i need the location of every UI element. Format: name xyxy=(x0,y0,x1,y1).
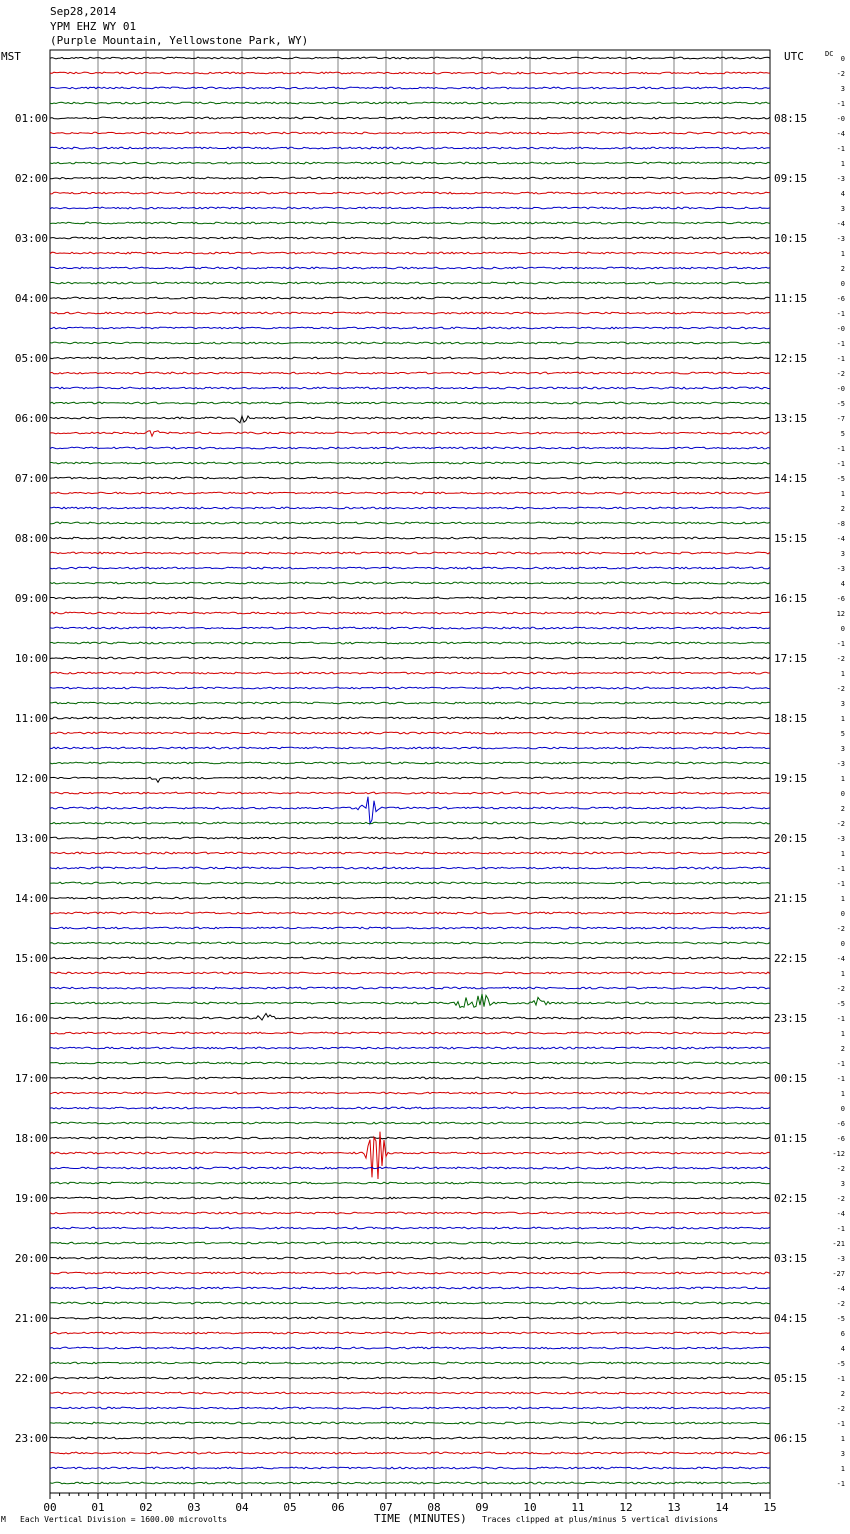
dc-offset-30: 2 xyxy=(840,505,845,513)
trace-80 xyxy=(50,1257,770,1259)
left-hour-label-20: 21:00 xyxy=(14,1312,48,1325)
trace-65 xyxy=(50,1032,770,1034)
dc-offset-83: -2 xyxy=(836,1300,845,1308)
dc-offset-56: 1 xyxy=(840,895,845,903)
left-hour-label-16: 17:00 xyxy=(14,1072,48,1085)
left-hour-label-11: 12:00 xyxy=(14,772,48,785)
trace-11 xyxy=(50,222,770,224)
dc-offset-5: -4 xyxy=(836,130,845,138)
trace-29 xyxy=(50,492,770,494)
left-hour-label-0: 01:00 xyxy=(14,112,48,125)
dc-offset-69: 1 xyxy=(840,1090,845,1098)
trace-51 xyxy=(50,822,770,824)
right-hour-label-6: 14:15 xyxy=(774,472,808,485)
dc-offset-43: 3 xyxy=(840,700,845,708)
right-hour-label-16: 00:15 xyxy=(774,1072,808,1085)
trace-66 xyxy=(50,1047,770,1049)
dc-offset-55: -1 xyxy=(836,880,845,888)
left-hour-label-15: 16:00 xyxy=(14,1012,48,1025)
trace-37 xyxy=(50,612,770,614)
dc-offset-84: -5 xyxy=(836,1315,845,1323)
trace-71 xyxy=(50,1122,770,1124)
trace-62 xyxy=(50,987,770,989)
trace-83 xyxy=(50,1302,770,1304)
x-tick-label-5: 05 xyxy=(283,1501,297,1514)
x-tick-label-10: 10 xyxy=(523,1501,537,1514)
trace-69 xyxy=(50,1092,770,1094)
trace-12 xyxy=(50,237,770,239)
left-hour-label-9: 10:00 xyxy=(14,652,48,665)
trace-15 xyxy=(50,282,770,284)
trace-38 xyxy=(50,627,770,629)
trace-21 xyxy=(50,372,770,374)
trace-72 xyxy=(50,1137,770,1139)
dc-offset-39: -1 xyxy=(836,640,845,648)
trace-88 xyxy=(50,1377,770,1379)
trace-76 xyxy=(50,1197,770,1199)
dc-offset-53: 1 xyxy=(840,850,845,858)
trace-6 xyxy=(50,147,770,149)
dc-offset-74: -2 xyxy=(836,1165,845,1173)
trace-50 xyxy=(50,797,770,824)
trace-59 xyxy=(50,942,770,944)
trace-70 xyxy=(50,1107,770,1109)
dc-offset-47: -3 xyxy=(836,760,845,768)
dc-offset-66: 2 xyxy=(840,1045,845,1053)
right-hour-label-2: 10:15 xyxy=(774,232,808,245)
dc-offset-61: 1 xyxy=(840,970,845,978)
dc-offset-13: 1 xyxy=(840,250,845,258)
dc-offset-19: -1 xyxy=(836,340,845,348)
trace-33 xyxy=(50,552,770,554)
dc-offset-2: 3 xyxy=(840,85,845,93)
right-hour-label-15: 23:15 xyxy=(774,1012,808,1025)
dc-offset-86: 4 xyxy=(840,1345,845,1353)
trace-19 xyxy=(50,342,770,344)
dc-offset-22: -0 xyxy=(836,385,845,393)
station-label: YPM EHZ WY 01 xyxy=(50,20,137,33)
right-hour-label-10: 18:15 xyxy=(774,712,808,725)
dc-offset-90: -2 xyxy=(836,1405,845,1413)
x-tick-label-15: 15 xyxy=(763,1501,777,1514)
left-hour-label-2: 03:00 xyxy=(14,232,48,245)
dc-offset-68: -1 xyxy=(836,1075,845,1083)
dc-offset-15: 0 xyxy=(840,280,845,288)
dc-offset-79: -21 xyxy=(832,1240,845,1248)
trace-81 xyxy=(50,1272,770,1274)
dc-offset-89: 2 xyxy=(840,1390,845,1398)
trace-92 xyxy=(50,1437,770,1439)
trace-8 xyxy=(50,177,770,179)
trace-79 xyxy=(50,1242,770,1244)
trace-25 xyxy=(50,431,770,437)
left-hour-label-4: 05:00 xyxy=(14,352,48,365)
dc-offset-9: 4 xyxy=(840,190,845,198)
x-axis-title: TIME (MINUTES) xyxy=(374,1512,467,1525)
dc-offset-20: -1 xyxy=(836,355,845,363)
dc-offset-21: -2 xyxy=(836,370,845,378)
dc-offset-8: -3 xyxy=(836,175,845,183)
dc-offset-29: 1 xyxy=(840,490,845,498)
trace-41 xyxy=(50,672,770,674)
trace-48 xyxy=(50,777,770,782)
left-hour-label-3: 04:00 xyxy=(14,292,48,305)
trace-49 xyxy=(50,792,770,794)
dc-offset-12: -3 xyxy=(836,235,845,243)
left-timezone-label: MST xyxy=(1,50,21,63)
trace-55 xyxy=(50,882,770,884)
trace-84 xyxy=(50,1317,770,1319)
dc-offset-75: 3 xyxy=(840,1180,845,1188)
trace-89 xyxy=(50,1392,770,1394)
trace-91 xyxy=(50,1422,770,1424)
left-hour-label-18: 19:00 xyxy=(14,1192,48,1205)
dc-offset-31: -8 xyxy=(836,520,845,528)
trace-57 xyxy=(50,912,770,914)
x-tick-label-0: 00 xyxy=(43,1501,57,1514)
trace-28 xyxy=(50,477,770,479)
right-hour-label-11: 19:15 xyxy=(774,772,808,785)
date-label: Sep28,2014 xyxy=(50,5,117,18)
left-hour-label-19: 20:00 xyxy=(14,1252,48,1265)
dc-offset-71: -6 xyxy=(836,1120,845,1128)
right-hour-label-12: 20:15 xyxy=(774,832,808,845)
right-hour-label-1: 09:15 xyxy=(774,172,808,185)
right-hour-label-22: 06:15 xyxy=(774,1432,808,1445)
dc-header-label: DC xyxy=(825,50,834,58)
trace-40 xyxy=(50,657,770,659)
dc-offset-18: -0 xyxy=(836,325,845,333)
dc-offset-44: 1 xyxy=(840,715,845,723)
trace-54 xyxy=(50,867,770,869)
trace-77 xyxy=(50,1212,770,1214)
trace-3 xyxy=(50,102,770,104)
dc-offset-35: 4 xyxy=(840,580,845,588)
left-hour-label-17: 18:00 xyxy=(14,1132,48,1145)
trace-85 xyxy=(50,1332,770,1334)
trace-18 xyxy=(50,327,770,329)
trace-7 xyxy=(50,162,770,164)
trace-10 xyxy=(50,207,770,209)
trace-1 xyxy=(50,72,770,74)
dc-offset-91: -1 xyxy=(836,1420,845,1428)
x-tick-label-14: 14 xyxy=(715,1501,729,1514)
dc-offset-57: 0 xyxy=(840,910,845,918)
dc-offset-24: -7 xyxy=(836,415,845,423)
dc-offset-63: -5 xyxy=(836,1000,845,1008)
dc-offset-3: -1 xyxy=(836,100,845,108)
trace-34 xyxy=(50,567,770,569)
left-hour-label-10: 11:00 xyxy=(14,712,48,725)
dc-offset-95: -1 xyxy=(836,1480,845,1488)
dc-offset-26: -1 xyxy=(836,445,845,453)
trace-9 xyxy=(50,192,770,194)
trace-32 xyxy=(50,537,770,539)
trace-27 xyxy=(50,462,770,464)
right-hour-label-17: 01:15 xyxy=(774,1132,808,1145)
trace-35 xyxy=(50,582,770,584)
x-tick-label-4: 04 xyxy=(235,1501,249,1514)
dc-offset-32: -4 xyxy=(836,535,845,543)
trace-36 xyxy=(50,597,770,599)
x-tick-label-7: 07 xyxy=(379,1501,393,1514)
dc-offset-23: -5 xyxy=(836,400,845,408)
dc-offset-52: -3 xyxy=(836,835,845,843)
trace-87 xyxy=(50,1362,770,1364)
trace-45 xyxy=(50,732,770,734)
trace-95 xyxy=(50,1482,770,1484)
trace-78 xyxy=(50,1227,770,1229)
x-tick-label-12: 12 xyxy=(619,1501,633,1514)
logo-mark: M xyxy=(1,1515,6,1524)
trace-53 xyxy=(50,852,770,854)
trace-75 xyxy=(50,1182,770,1184)
trace-14 xyxy=(50,267,770,269)
x-tick-label-6: 06 xyxy=(331,1501,345,1514)
dc-offset-73: -12 xyxy=(832,1150,845,1158)
location-label: (Purple Mountain, Yellowstone Park, WY) xyxy=(50,34,309,47)
trace-16 xyxy=(50,297,770,299)
x-tick-label-13: 13 xyxy=(667,1501,681,1514)
dc-offset-28: -5 xyxy=(836,475,845,483)
trace-56 xyxy=(50,897,770,899)
dc-offset-93: 3 xyxy=(840,1450,845,1458)
left-hour-label-1: 02:00 xyxy=(14,172,48,185)
trace-24 xyxy=(50,416,770,423)
right-hour-label-4: 12:15 xyxy=(774,352,808,365)
trace-17 xyxy=(50,312,770,314)
right-hour-label-13: 21:15 xyxy=(774,892,808,905)
dc-offset-49: 0 xyxy=(840,790,845,798)
right-hour-label-19: 03:15 xyxy=(774,1252,808,1265)
right-timezone-label: UTC xyxy=(784,50,804,63)
left-hour-label-13: 14:00 xyxy=(14,892,48,905)
right-hour-label-8: 16:15 xyxy=(774,592,808,605)
dc-offset-14: 2 xyxy=(840,265,845,273)
dc-offset-60: -4 xyxy=(836,955,845,963)
dc-offset-37: 12 xyxy=(836,610,845,618)
right-hour-label-18: 02:15 xyxy=(774,1192,808,1205)
right-hour-label-14: 22:15 xyxy=(774,952,808,965)
trace-68 xyxy=(50,1077,770,1079)
trace-90 xyxy=(50,1407,770,1409)
scale-note: Each Vertical Division = 1600.00 microvolts xyxy=(20,1515,228,1524)
right-hour-label-9: 17:15 xyxy=(774,652,808,665)
x-tick-label-3: 03 xyxy=(187,1501,201,1514)
trace-43 xyxy=(50,702,770,704)
trace-47 xyxy=(50,762,770,764)
trace-31 xyxy=(50,522,770,524)
dc-offset-25: 5 xyxy=(840,430,845,438)
right-hour-label-0: 08:15 xyxy=(774,112,808,125)
trace-26 xyxy=(50,447,770,449)
dc-offset-54: -1 xyxy=(836,865,845,873)
dc-offset-85: 6 xyxy=(840,1330,845,1338)
dc-offset-36: -6 xyxy=(836,595,845,603)
dc-offset-64: -1 xyxy=(836,1015,845,1023)
dc-offset-65: 1 xyxy=(840,1030,845,1038)
dc-offset-87: -5 xyxy=(836,1360,845,1368)
right-hour-label-7: 15:15 xyxy=(774,532,808,545)
dc-offset-92: 1 xyxy=(840,1435,845,1443)
dc-offset-78: -1 xyxy=(836,1225,845,1233)
x-tick-label-1: 01 xyxy=(91,1501,105,1514)
left-hour-label-14: 15:00 xyxy=(14,952,48,965)
dc-offset-82: -4 xyxy=(836,1285,845,1293)
trace-13 xyxy=(50,252,770,254)
dc-offset-46: 3 xyxy=(840,745,845,753)
trace-30 xyxy=(50,507,770,509)
trace-23 xyxy=(50,402,770,404)
trace-86 xyxy=(50,1347,770,1349)
x-tick-label-2: 02 xyxy=(139,1501,153,1514)
clip-note: Traces clipped at plus/minus 5 vertical divisions xyxy=(482,1515,719,1524)
trace-46 xyxy=(50,747,770,749)
dc-offset-10: 3 xyxy=(840,205,845,213)
trace-73 xyxy=(50,1132,770,1179)
trace-74 xyxy=(50,1167,770,1169)
trace-44 xyxy=(50,717,770,719)
left-hour-label-21: 22:00 xyxy=(14,1372,48,1385)
dc-offset-48: 1 xyxy=(840,775,845,783)
dc-offset-72: -6 xyxy=(836,1135,845,1143)
trace-94 xyxy=(50,1467,770,1469)
x-tick-label-11: 11 xyxy=(571,1501,585,1514)
trace-5 xyxy=(50,132,770,134)
right-hour-label-21: 05:15 xyxy=(774,1372,808,1385)
trace-63 xyxy=(50,994,770,1008)
left-hour-label-6: 07:00 xyxy=(14,472,48,485)
dc-offset-67: -1 xyxy=(836,1060,845,1068)
left-hour-label-5: 06:00 xyxy=(14,412,48,425)
left-hour-label-8: 09:00 xyxy=(14,592,48,605)
dc-offset-59: 0 xyxy=(840,940,845,948)
trace-67 xyxy=(50,1062,770,1064)
trace-93 xyxy=(50,1452,770,1454)
trace-60 xyxy=(50,957,770,959)
dc-offset-4: -0 xyxy=(836,115,845,123)
plot-frame xyxy=(50,50,770,1493)
dc-offset-50: 2 xyxy=(840,805,845,813)
dc-offset-33: 3 xyxy=(840,550,845,558)
dc-offset-77: -4 xyxy=(836,1210,845,1218)
dc-offset-42: -2 xyxy=(836,685,845,693)
left-hour-label-7: 08:00 xyxy=(14,532,48,545)
dc-offset-17: -1 xyxy=(836,310,845,318)
dc-offset-41: 1 xyxy=(840,670,845,678)
trace-58 xyxy=(50,927,770,929)
right-hour-label-3: 11:15 xyxy=(774,292,808,305)
dc-offset-94: 1 xyxy=(840,1465,845,1473)
left-hour-label-22: 23:00 xyxy=(14,1432,48,1445)
x-tick-label-9: 09 xyxy=(475,1501,489,1514)
left-hour-label-12: 13:00 xyxy=(14,832,48,845)
dc-offset-70: 0 xyxy=(840,1105,845,1113)
dc-offset-76: -2 xyxy=(836,1195,845,1203)
right-hour-label-5: 13:15 xyxy=(774,412,808,425)
dc-offset-51: -2 xyxy=(836,820,845,828)
trace-42 xyxy=(50,687,770,689)
dc-offset-0: 0 xyxy=(840,55,845,63)
dc-offset-81: -27 xyxy=(832,1270,845,1278)
trace-22 xyxy=(50,387,770,389)
dc-offset-16: -6 xyxy=(836,295,845,303)
dc-offset-80: -3 xyxy=(836,1255,845,1263)
trace-4 xyxy=(50,117,770,119)
dc-offset-38: 0 xyxy=(840,625,845,633)
dc-offset-7: 1 xyxy=(840,160,845,168)
trace-39 xyxy=(50,642,770,644)
dc-offset-62: -2 xyxy=(836,985,845,993)
trace-82 xyxy=(50,1287,770,1289)
dc-offset-88: -1 xyxy=(836,1375,845,1383)
x-tick-label-8: 08 xyxy=(427,1501,441,1514)
dc-offset-40: -2 xyxy=(836,655,845,663)
dc-offset-11: -4 xyxy=(836,220,845,228)
trace-64 xyxy=(50,1013,770,1020)
trace-0 xyxy=(50,57,770,59)
dc-offset-34: -3 xyxy=(836,565,845,573)
trace-2 xyxy=(50,87,770,89)
dc-offset-1: -2 xyxy=(836,70,845,78)
dc-offset-45: 5 xyxy=(840,730,845,738)
dc-offset-58: -2 xyxy=(836,925,845,933)
trace-52 xyxy=(50,837,770,839)
dc-offset-6: -1 xyxy=(836,145,845,153)
trace-61 xyxy=(50,972,770,974)
right-hour-label-20: 04:15 xyxy=(774,1312,808,1325)
dc-offset-27: -1 xyxy=(836,460,845,468)
trace-20 xyxy=(50,357,770,359)
